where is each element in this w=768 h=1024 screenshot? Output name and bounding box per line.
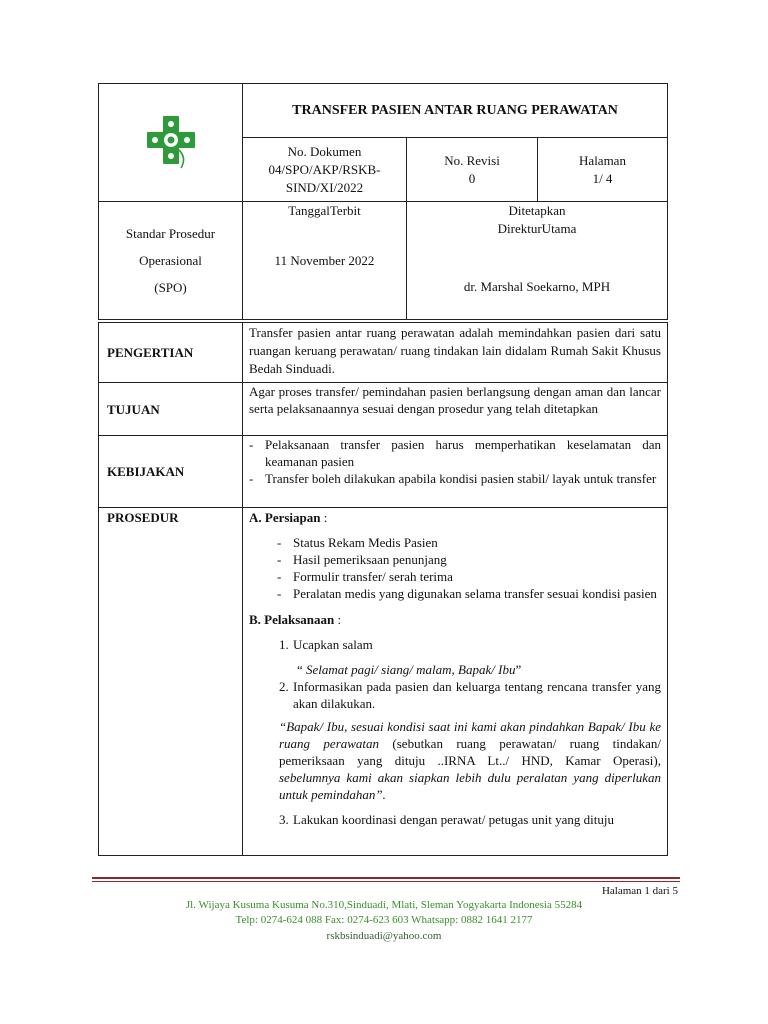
footer-address: Jl. Wijaya Kusuma Kusuma No.310,Sinduadi, Mlati, Sleman Yogyakarta Indonesia 55284 [185,899,583,911]
persiapan-item: - Hasil pemeriksaan penunjang [249,551,661,568]
prosedur-label: PROSEDUR [99,508,243,856]
footer-contact: Telp: 0274-624 088 Fax: 0274-623 603 Whatsapp: 0882 1641 2177 [235,914,533,926]
persiapan-colon: : [320,510,328,525]
persiapan-title: A. Persiapan [249,510,321,525]
script-quote-part-c: , sebelumnya kami akan siapkan lebih dulu peralatan yang diperlukan untuk pemindahan”. [279,753,661,802]
step-number: 2. [279,679,289,694]
step-3 [249,811,661,828]
greeting-line [249,661,661,678]
persiapan-item: - Peralatan medis yang digunakan selama transfer sesuai kondisi pasien [249,585,661,602]
step-1 [249,636,661,653]
page-cell [538,138,668,202]
approval-role: DirekturUtama [497,221,577,236]
pelaksanaan-title: B. Pelaksanaan [249,612,335,627]
kebijakan-list [243,436,661,487]
step-2 [249,678,661,712]
quote-open: “ [297,662,307,677]
script-quote-part-a: “Bapak/ Ibu, sesuai kondisi saat ini kami akan pindahkan Bapak/ Ibu ke ruang perawatan [279,719,661,751]
prosedur-cell [243,508,668,856]
pelaksanaan-colon: : [334,612,342,627]
step-text: Lakukan koordinasi dengan perawat/ petugas unit yang dituju [293,812,614,827]
kebijakan-label: KEBIJAKAN [99,436,243,508]
persiapan-list [249,534,661,602]
persiapan-item: - Formulir transfer/ serah terima [249,568,661,585]
kebijakan-item: - Transfer boleh dilakukan apabila kondisi pasien stabil/ layak untuk transfer [243,470,661,487]
document-title: TRANSFER PASIEN ANTAR RUANG PERAWATAN [243,84,668,138]
revision-cell [407,138,538,202]
document-number-label: No. Dokumen [287,143,362,159]
issue-date-cell [243,202,407,320]
step-number: 3. [279,812,289,827]
logo-cell [99,84,243,202]
script-quote-part-b: (sebutkan ruang perawatan/ ruang tindakan/ pemeriksaan yang dituju ..IRNA Lt../ HND, Kamar Operasi) [279,736,662,768]
pelaksanaan-heading [249,611,661,628]
tujuan-text: Agar proses transfer/ pemindahan pasien berlangsung dengan aman dan lancar serta pelaksanaannya sesuai dengan prosedur yang telah ditetapkan [243,383,668,436]
page-label: Halaman [579,152,626,168]
revision-value: 0 [468,170,476,186]
revision-label: No. Revisi [444,152,500,168]
kebijakan-item: - Pelaksanaan transfer pasien harus memperhatikan keselamatan dan keamanan pasien [243,436,661,470]
procedure-table [98,322,668,856]
persiapan-item: - Status Rekam Medis Pasien [249,534,661,551]
pengertian-text: Transfer pasien antar ruang perawatan adalah memindahkan pasien dari satu ruangan keruang perawatan/ ruang tindakan lain didalam Rumah Sakit Khusus Bedah Sinduadi. [243,323,668,383]
step-text: Ucapkan salam [293,637,373,652]
pengertian-label: PENGERTIAN [99,323,243,383]
step-text: Informasikan pada pasien dan keluarga tentang rencana transfer yang akan dilakukan. [293,679,661,711]
page-info: Halaman 1 dari 5 [601,885,678,897]
step-number: 1. [279,637,289,652]
script-quote [249,718,661,803]
footer-rule-top [92,877,680,879]
greeting-text: Selamat pagi/ siang/ malam, Bapak/ Ibu [306,662,516,677]
spo-line-1: Standar Prosedur [125,226,216,241]
footer-email: rskbsinduadi@yahoo.com [326,930,442,942]
kebijakan-cell [243,436,668,508]
tujuan-label: TUJUAN [99,383,243,436]
quote-close: ” [515,662,522,677]
document-number-cell [243,138,407,202]
document-number-value: 04/SPO/AKP/RSKB-SIND/XI/2022 [268,161,381,195]
page-value: 1/ 4 [592,170,613,186]
approval-cell [407,202,668,320]
issue-date-label: TanggalTerbit [288,203,361,218]
spo-line-2: Operasional [139,253,202,268]
footer-rule-bottom [92,881,680,882]
persiapan-heading [249,509,661,526]
issue-date-value: 11 November 2022 [274,253,375,268]
director-name: dr. Marshal Soekarno, MPH [463,279,611,294]
approval-label: Ditetapkan [508,203,566,218]
hospital-logo-icon [141,110,201,170]
spo-cell [99,202,243,320]
spo-line-3: (SPO) [154,280,187,295]
document-header-table [98,83,668,320]
